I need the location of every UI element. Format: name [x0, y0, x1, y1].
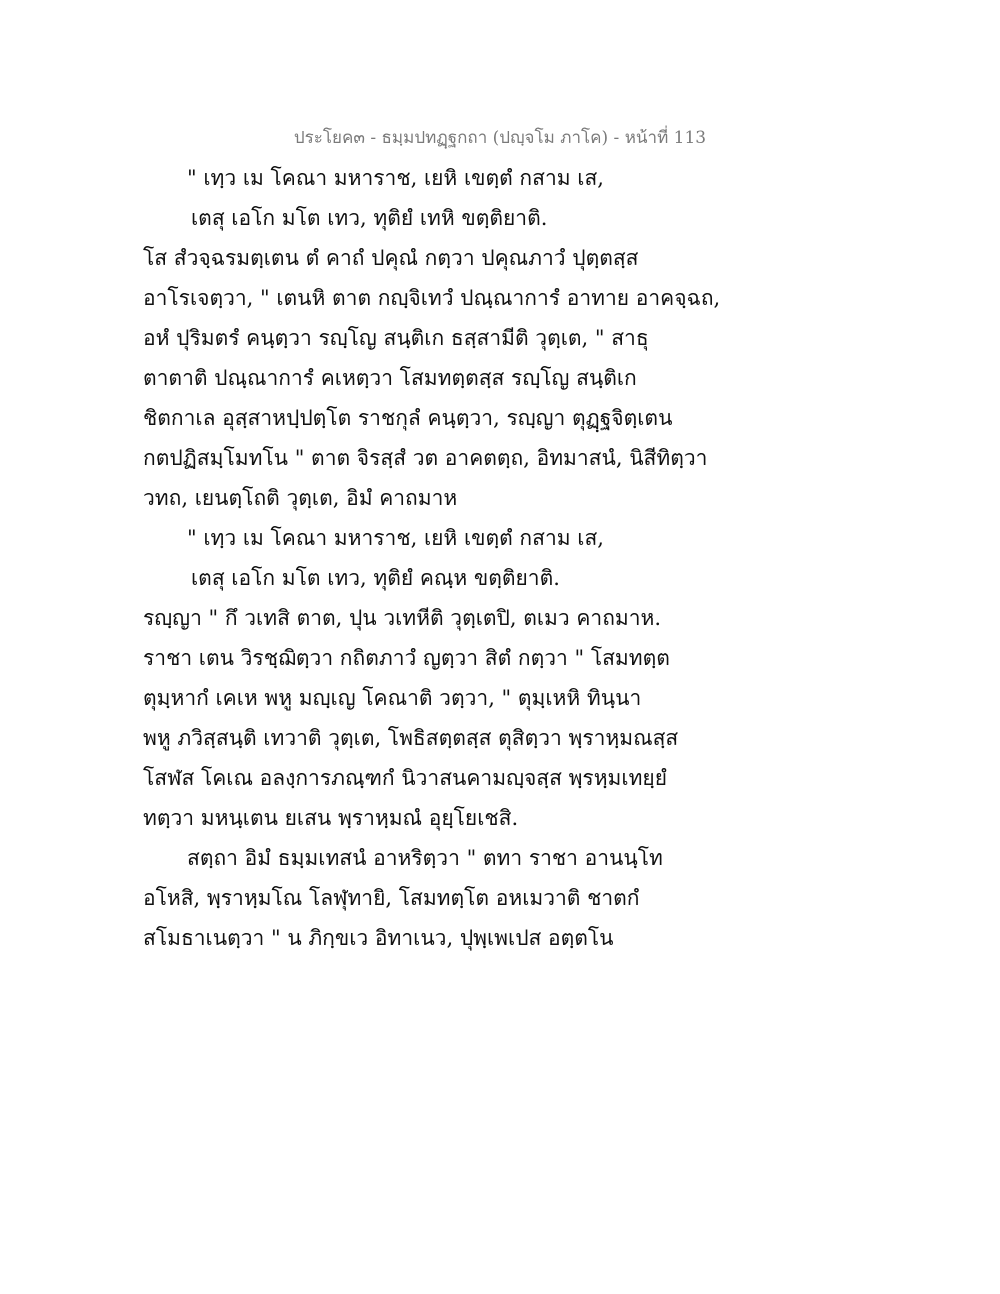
- text-line: " เทฺว เม โคณา มหาราช, เยหิ เขตฺตํ กสาม เส,: [187, 526, 604, 550]
- body-text: [143, 158, 863, 958]
- text-line: โส สํวจฺฉรมตฺเตน ตํ คาถํ ปคุณํ กตฺวา ปคุณภาวํ ปุตฺตสฺส: [143, 246, 639, 270]
- text-line: อโหสิ, พฺราหฺมโณ โลฬุทายิ, โสมทตฺโต อหเมวาติ ชาตกํ: [143, 886, 640, 910]
- text-line: ชิตกาเล อุสฺสาหปฺปตฺโต ราชกุลํ คนฺตฺวา, รญฺญา ตุฏฺฐจิตฺเตน: [143, 406, 673, 430]
- text-line: สโมธาเนตฺวา " น ภิกฺขเว อิทาเนว, ปุพฺเพเปส อตฺตโน: [143, 926, 614, 950]
- text-line: วทถ, เยนตฺโถติ วุตฺเต, อิมํ คาถมาห: [143, 486, 458, 510]
- text-line: อหํ ปุริมตรํ คนฺตฺวา รญฺโญ สนฺติเก ธสฺสามีติ วุตฺเต, " สาธุ: [143, 326, 649, 350]
- text-line: ราชา เตน วิรชฺฌิตฺวา กถิตภาวํ ญตฺวา สิตํ กตฺวา " โสมทตฺต: [143, 646, 670, 670]
- text-line: รญฺญา " กึ วเทสิ ตาต, ปุน วเทหีติ วุตฺเตปิ, ตเมว คาถมาห.: [143, 606, 662, 630]
- text-line: ทตฺวา มหนฺเตน ยเสน พฺราหฺมณํ อุยฺโยเชสิ.: [143, 806, 519, 830]
- text-line: สตฺถา อิมํ ธมฺมเทสนํ อาหริตฺวา " ตทา ราชา อานนฺโท: [187, 846, 663, 870]
- text-line: ตุมฺหากํ เคเห พหู มญฺเญ โคณาติ วตฺวา, " ตุมฺเหหิ ทินฺนา: [143, 686, 642, 710]
- text-line: " เทฺว เม โคณา มหาราช, เยหิ เขตฺตํ กสาม เส,: [187, 166, 604, 190]
- text-line: เตสุ เอโก มโต เทว, ทุติยํ คณฺห ขตฺติยาติ.: [191, 566, 560, 590]
- page-header: ประโยค๓ - ธมฺมปทฏฺฐกถา (ปญฺจโม ภาโค) - หน้าที่ 113: [293, 128, 707, 148]
- text-line: โสฬส โคเณ อลงฺการภณฺฑกํ นิวาสนคามญฺจสฺส พฺรหฺมเทยฺยํ: [143, 766, 668, 790]
- text-line: ตาตาติ ปณฺณาการํ คเหตฺวา โสมทตฺตสฺส รญฺโญ สนฺติเก: [143, 366, 637, 390]
- text-line: พหู ภวิสฺสนฺติ เทวาติ วุตฺเต, โพธิสตฺตสฺส ตุสิตฺวา พฺราหฺมณสฺส: [143, 726, 679, 750]
- text-line: เตสุ เอโก มโต เทว, ทุติยํ เทหิ ขตฺติยาติ.: [191, 206, 548, 230]
- text-line: อาโรเจตฺวา, " เตนหิ ตาต กญฺจิเทวํ ปณฺณาการํ อาทาย อาคจฺฉถ,: [143, 286, 721, 310]
- text-line: กตปฏิสมฺโมทโน " ตาต จิรสฺสํ วต อาคตตฺถ, อิทมาสนํ, นิสีทิตฺวา: [143, 446, 708, 470]
